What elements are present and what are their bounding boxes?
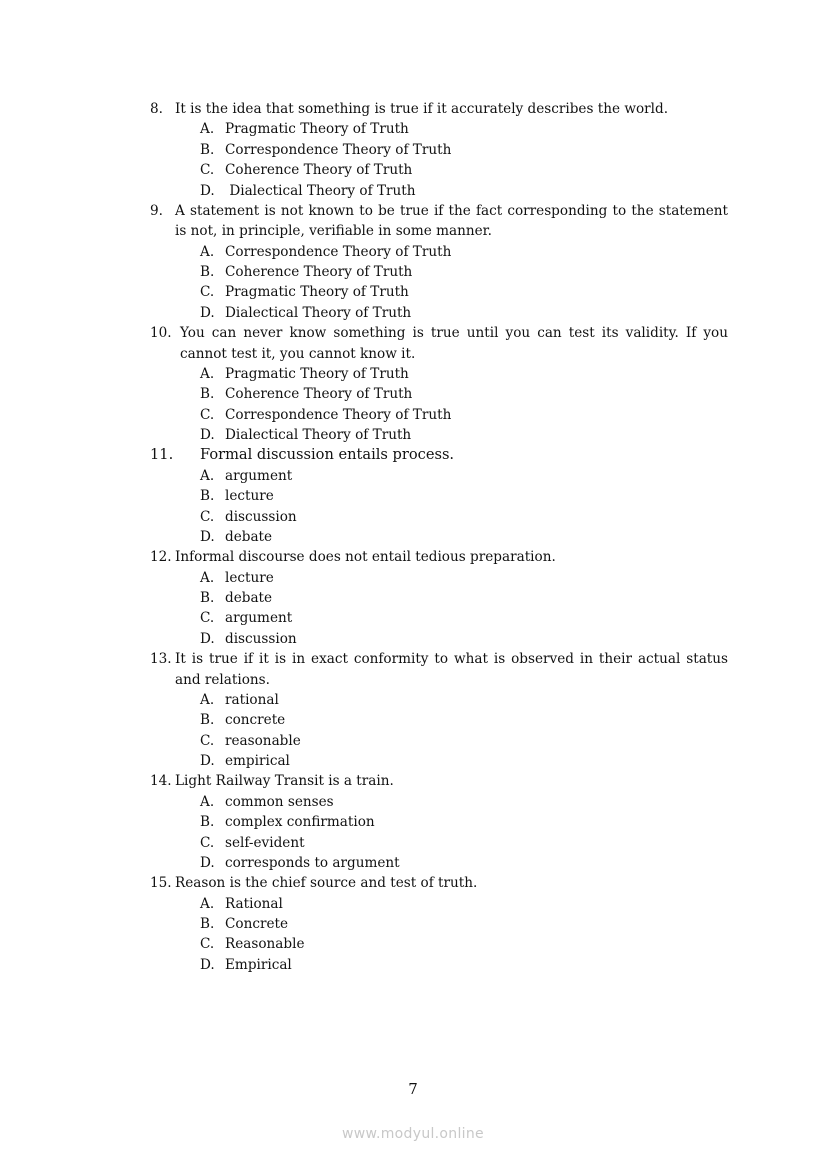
- question-text: A statement is not known to be true if the fact corresponding to the statement is not, in principle, verifiable in some manner.: [175, 202, 728, 240]
- answer-option: [200, 731, 728, 751]
- question-number: 11.: [150, 446, 174, 464]
- option-letter: A.: [200, 691, 215, 708]
- answer-option: [200, 384, 728, 404]
- option-letter: C.: [200, 834, 215, 851]
- option-text: rational: [225, 691, 279, 708]
- page-number: 7: [408, 1080, 418, 1098]
- answer-option: [200, 588, 728, 608]
- option-text: corresponds to argument: [225, 854, 400, 871]
- question-item: [150, 323, 728, 445]
- question-item: [150, 445, 728, 547]
- option-letter: D.: [200, 304, 215, 321]
- option-text: Correspondence Theory of Truth: [225, 406, 452, 423]
- answer-option: [200, 486, 728, 506]
- answer-option: [200, 425, 728, 445]
- question-number: 15.: [150, 875, 172, 892]
- option-letter: C.: [200, 936, 215, 953]
- option-letter: B.: [200, 264, 215, 280]
- answer-option: [200, 934, 728, 954]
- answer-option: [200, 853, 728, 873]
- question-number: 10.: [150, 325, 172, 342]
- option-text: Dialectical Theory of Truth: [225, 182, 416, 199]
- option-text: Correspondence Theory of Truth: [225, 141, 452, 158]
- option-letter: C.: [200, 508, 215, 525]
- option-letter: C.: [200, 610, 215, 627]
- option-letter: A.: [200, 365, 215, 382]
- question-text: It is true if it is in exact conformity to what is observed in their actual status and relations.: [175, 651, 728, 688]
- question-text: Informal discourse does not entail tedious preparation.: [175, 549, 556, 566]
- question-number: 14.: [150, 773, 172, 790]
- answer-option: [200, 282, 728, 302]
- question-text: Light Railway Transit is a train.: [175, 773, 394, 790]
- option-text: Reasonable: [225, 936, 305, 953]
- answer-option: [200, 751, 728, 771]
- watermark: www.modyul.online: [342, 1126, 484, 1142]
- option-text: discussion: [225, 508, 297, 525]
- answer-option: [200, 140, 728, 160]
- option-letter: C.: [200, 732, 215, 749]
- question-number: 12.: [150, 549, 172, 566]
- question-list: [150, 99, 728, 975]
- option-letter: B.: [200, 814, 215, 831]
- option-text: self-evident: [225, 834, 305, 851]
- option-text: complex confirmation: [225, 814, 375, 831]
- answer-option: [200, 507, 728, 527]
- option-text: Rational: [225, 895, 283, 912]
- option-letter: B.: [200, 488, 215, 505]
- option-letter: A.: [200, 569, 215, 586]
- option-letter: A.: [200, 793, 215, 810]
- question-number: 13.: [150, 651, 172, 668]
- question-text: You can never know something is true until you can test its validity. If you cannot test it, you cannot know it.: [180, 325, 728, 362]
- answer-option: [200, 710, 728, 730]
- question-item: [150, 873, 728, 975]
- answer-option: [200, 894, 728, 914]
- option-text: common senses: [225, 793, 334, 810]
- question-item: [150, 771, 728, 873]
- option-letter: D.: [200, 753, 215, 769]
- option-text: Coherence Theory of Truth: [225, 386, 413, 403]
- answer-option: [200, 160, 728, 180]
- answer-option: [200, 242, 728, 262]
- option-letter: D.: [200, 427, 215, 443]
- question-text: Reason is the chief source and test of truth.: [175, 875, 478, 892]
- answer-option: [200, 262, 728, 282]
- option-text: discussion: [225, 630, 297, 647]
- option-text: Pragmatic Theory of Truth: [225, 284, 409, 301]
- option-text: Correspondence Theory of Truth: [225, 243, 452, 260]
- answer-option: [200, 527, 728, 547]
- answer-option: [200, 364, 728, 384]
- option-letter: B.: [200, 141, 215, 158]
- answer-option: [200, 690, 728, 710]
- option-text: argument: [225, 610, 293, 627]
- answer-option: [200, 181, 728, 201]
- option-letter: B.: [200, 712, 215, 729]
- option-letter: B.: [200, 590, 215, 606]
- option-text: debate: [225, 590, 273, 606]
- option-text: lecture: [225, 488, 274, 505]
- option-text: argument: [225, 467, 293, 484]
- option-text: lecture: [225, 569, 274, 586]
- option-letter: D.: [200, 630, 215, 647]
- question-item: [150, 201, 728, 323]
- answer-option: [200, 792, 728, 812]
- option-letter: B.: [200, 386, 215, 403]
- question-number: 8.: [150, 101, 163, 117]
- question-text: It is the idea that something is true if it accurately describes the world.: [175, 101, 669, 117]
- option-letter: D.: [200, 528, 215, 545]
- answer-option: [200, 466, 728, 486]
- question-item: [150, 99, 728, 201]
- option-text: Empirical: [225, 956, 292, 973]
- option-letter: D.: [200, 182, 215, 199]
- answer-option: [200, 629, 728, 649]
- option-letter: D.: [200, 854, 215, 871]
- option-text: concrete: [225, 712, 286, 729]
- answer-option: [200, 303, 728, 323]
- answer-option: [200, 405, 728, 425]
- answer-option: [200, 833, 728, 853]
- answer-option: [200, 568, 728, 588]
- option-text: Concrete: [225, 916, 289, 932]
- answer-option: [200, 812, 728, 832]
- question-text: Formal discussion entails process.: [200, 446, 455, 464]
- option-text: Dialectical Theory of Truth: [225, 304, 412, 321]
- option-text: Coherence Theory of Truth: [225, 162, 413, 179]
- answer-option: [200, 608, 728, 628]
- question-number: 9.: [150, 202, 163, 219]
- answer-option: [200, 119, 728, 139]
- option-text: debate: [225, 528, 273, 545]
- option-letter: C.: [200, 162, 215, 179]
- option-text: Pragmatic Theory of Truth: [225, 365, 409, 382]
- question-item: [150, 649, 728, 771]
- option-letter: A.: [200, 467, 215, 484]
- option-letter: A.: [200, 243, 215, 260]
- option-text: Dialectical Theory of Truth: [225, 427, 412, 443]
- option-letter: B.: [200, 916, 215, 932]
- option-letter: D.: [200, 956, 215, 973]
- question-item: [150, 547, 728, 649]
- option-text: Pragmatic Theory of Truth: [225, 121, 409, 138]
- option-text: Coherence Theory of Truth: [225, 264, 413, 280]
- option-letter: A.: [200, 895, 215, 912]
- option-text: empirical: [225, 753, 290, 769]
- option-letter: C.: [200, 406, 215, 423]
- option-text: reasonable: [225, 732, 301, 749]
- answer-option: [200, 955, 728, 975]
- option-letter: A.: [200, 121, 215, 138]
- answer-option: [200, 914, 728, 934]
- option-letter: C.: [200, 284, 215, 301]
